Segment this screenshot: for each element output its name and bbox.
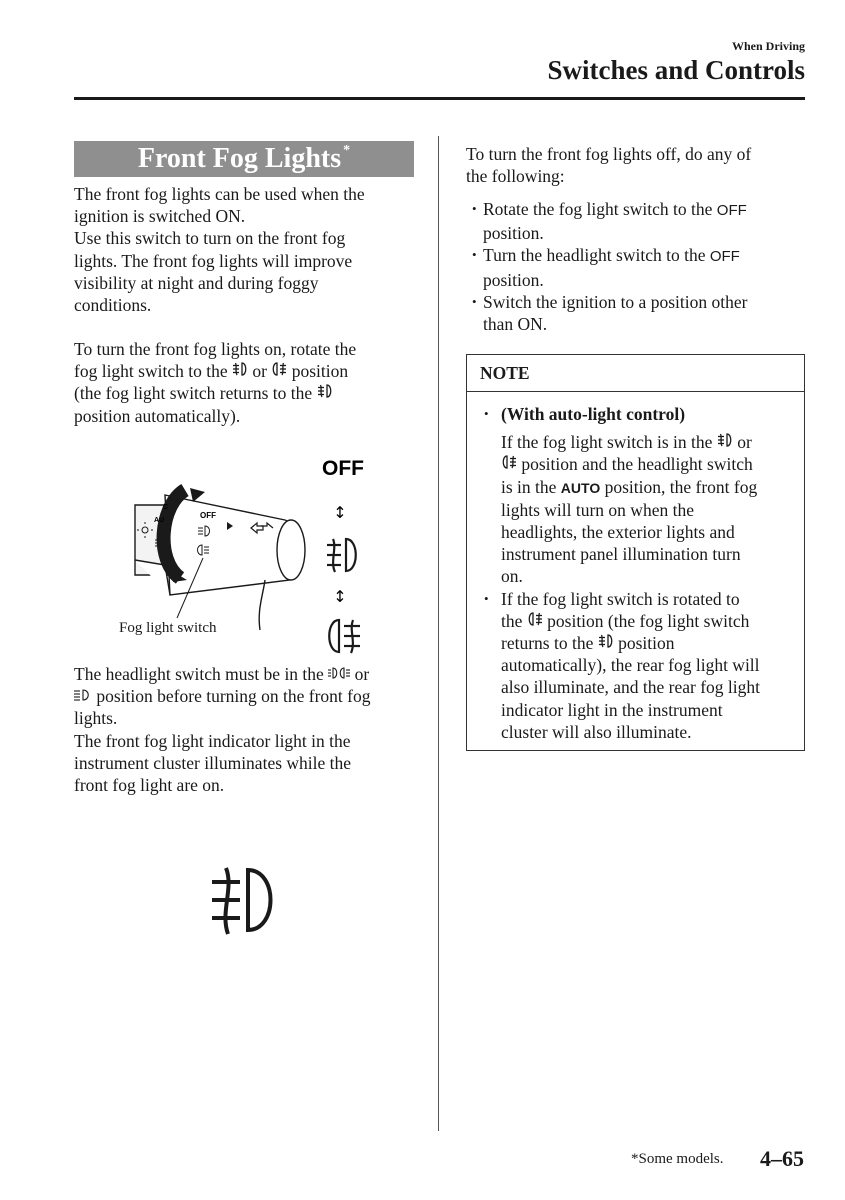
footnote: *Some models. <box>631 1151 724 1167</box>
rear-fog-light-icon <box>271 361 287 377</box>
front-fog-light-icon <box>717 432 733 448</box>
note-title: NOTE <box>467 355 804 392</box>
intro-paragraph <box>74 183 419 316</box>
stalk-off-label: OFF <box>200 511 216 520</box>
front-fog-light-icon <box>232 361 248 377</box>
section-label: When Driving <box>731 39 805 53</box>
note-item: • (With auto-light control) If the fog light switch is in the or position and the headlight switch is in the AUTO position, the front fog lights will turn on when the headlights, the exterior lights and instrument panel illumination turn on. <box>467 403 806 588</box>
text-line: To turn the front fog lights on, rotate the <box>74 339 357 359</box>
text-line: fog light switch to the or position <box>74 361 349 382</box>
column-divider <box>438 136 439 1131</box>
text-line: front fog light are on. <box>74 775 225 796</box>
header-rule <box>74 97 805 100</box>
position-arrow-icon: ↕ <box>333 587 347 606</box>
text-line: visibility at night and during foggy <box>74 272 319 293</box>
auto-label: AUTO <box>560 479 601 496</box>
position-arrow-icon: ↕ <box>333 503 347 522</box>
text-line: instrument cluster illuminates while the <box>74 752 352 773</box>
page-title: Switches and Controls <box>547 55 805 85</box>
text-line: The front fog light indicator light in the <box>74 730 351 751</box>
section-heading <box>74 141 414 177</box>
text-line: position automatically). <box>74 405 241 426</box>
off-label: OFF <box>716 202 747 219</box>
list-item: • Switch the ignition to a position other than ON. <box>466 291 806 335</box>
front-fog-indicator-icon <box>206 860 281 945</box>
text-line: The headlight switch must be in the or <box>74 664 370 684</box>
turn-off-list <box>466 198 806 335</box>
front-fog-light-icon <box>598 633 614 649</box>
section-heading-text: Front Fog Lights <box>137 143 342 174</box>
stalk-c-label: C <box>163 504 169 511</box>
models-mark: * <box>343 143 351 158</box>
rear-fog-light-icon <box>501 454 517 470</box>
stalk-auto-label: AU <box>154 517 165 524</box>
figure-caption: Fog light switch <box>119 620 217 636</box>
parking-light-icon <box>328 666 350 680</box>
note-box <box>466 354 805 751</box>
headlight-paragraph <box>74 663 419 796</box>
note-item-heading: • (With auto-light control) <box>501 404 686 424</box>
list-item: • Turn the headlight switch to the OFF position. <box>466 244 806 290</box>
text-line: (the fog light switch returns to the <box>74 382 419 404</box>
turn-off-intro <box>466 143 806 187</box>
off-position-label: OFF <box>322 457 364 480</box>
text-line: lights. The front fog lights will improve <box>74 250 353 271</box>
front-fog-light-icon <box>327 539 356 572</box>
text-line: position before turning on the front fog <box>74 685 419 707</box>
text-line: To turn the front fog lights off, do any of <box>466 144 752 164</box>
text-line: the following: <box>466 166 565 187</box>
list-item: • Rotate the fog light switch to the OFF position. <box>466 198 806 244</box>
text-line: lights. <box>74 708 118 729</box>
note-item: • If the fog light switch is rotated to the position (the fog light switch returns to the position automatically), the rear fog light will also illuminate, and the rear fog light indicator light in the instrument cluster will also illuminate. <box>467 588 806 743</box>
front-fog-light-icon <box>317 383 333 399</box>
headlight-icon <box>74 688 92 702</box>
text-line: Use this switch to turn on the front fog <box>74 228 346 249</box>
text-line: ignition is switched ON. <box>74 206 246 227</box>
page-number: 4–65 <box>760 1146 804 1171</box>
text-line: The front fog lights can be used when the <box>74 184 365 204</box>
turn-on-paragraph <box>74 338 419 427</box>
off-label: OFF <box>709 248 740 266</box>
rear-fog-light-icon <box>329 620 360 653</box>
rear-fog-light-icon <box>527 611 543 627</box>
text-line: conditions. <box>74 295 152 316</box>
note-list <box>467 403 806 743</box>
